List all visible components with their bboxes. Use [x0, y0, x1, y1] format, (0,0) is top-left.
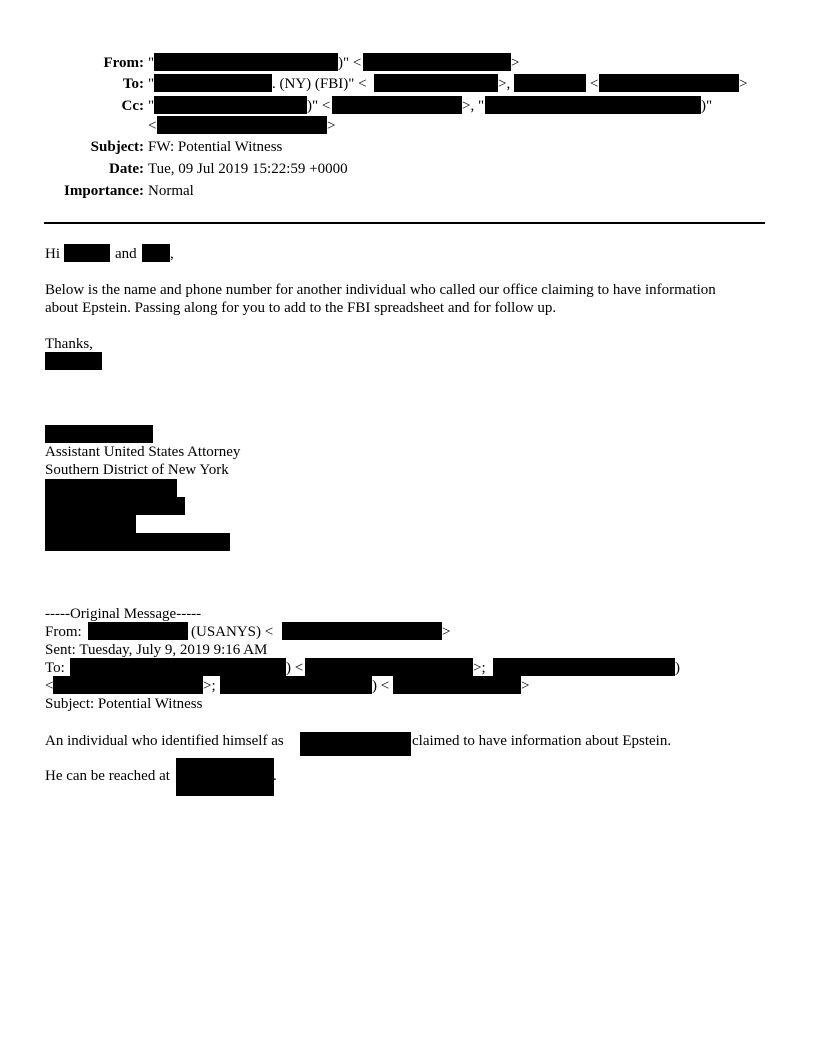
cc-separator-2: >, " [462, 98, 485, 114]
original-to-separator-2: >; [473, 660, 486, 676]
from-label: From: [103, 55, 144, 71]
to-close: > [739, 76, 748, 92]
from-close: > [511, 55, 520, 71]
subject-label: Subject: [90, 139, 144, 155]
cc-separator: )" < [307, 98, 331, 114]
redaction-from-name [154, 53, 338, 71]
greeting-and: and [115, 246, 137, 262]
redaction-cc-name [154, 96, 307, 114]
body-paragraph-line-1: Below is the name and phone number for another individual who called our office claiming to have information [45, 282, 716, 298]
subject-value: FW: Potential Witness [148, 139, 283, 155]
redaction-original-from-name [88, 622, 188, 640]
redaction-to-name [154, 74, 272, 92]
redaction-witness-phone [176, 758, 274, 796]
date-value: Tue, 09 Jul 2019 15:22:59 +0000 [148, 161, 348, 177]
original-message-divider: -----Original Message----- [45, 606, 202, 622]
redaction-original-to-name-3 [220, 676, 372, 694]
original-body-line-1a: An individual who identified himself as [45, 733, 284, 749]
to-open-bracket: < [590, 76, 599, 92]
to-open-quote: " [148, 76, 155, 92]
original-subject: Subject: Potential Witness [45, 696, 203, 712]
from-separator: )" < [338, 55, 362, 71]
original-to-line2-open: < [45, 678, 54, 694]
from-open-quote: " [148, 55, 155, 71]
redaction-signature-line-4 [45, 533, 230, 551]
redaction-original-to-name-2 [493, 658, 675, 676]
signature-district: Southern District of New York [45, 462, 229, 478]
to-label: To: [122, 76, 144, 92]
cc-close: )" [701, 98, 713, 114]
redaction-cc-email [332, 96, 462, 114]
redaction-original-to-email-1 [305, 658, 473, 676]
redaction-signature-line-3 [45, 515, 136, 533]
original-from-org: (USANYS) < [191, 624, 274, 640]
redaction-to-email-2 [599, 74, 739, 92]
body-paragraph-line-2: about Epstein. Passing along for you to add to the FBI spreadsheet and for follow up. [45, 300, 557, 316]
original-from-close: > [442, 624, 451, 640]
original-to-label: To: [45, 660, 65, 676]
header-divider [44, 222, 765, 224]
redaction-cc-name-2 [485, 96, 701, 114]
redaction-witness-name [300, 732, 411, 756]
original-body-line-2b: . [273, 768, 277, 784]
redaction-original-to-email-2 [53, 676, 203, 694]
to-separator: >, [498, 76, 511, 92]
redaction-from-email [363, 53, 511, 71]
original-from-label: From: [45, 624, 82, 640]
original-body-line-1b: claimed to have information about Epstein. [412, 733, 672, 749]
redaction-signature-line-1 [45, 479, 177, 497]
redaction-to-email [374, 74, 498, 92]
cc-open-quote: " [148, 98, 155, 114]
redaction-original-to-name-1 [70, 658, 286, 676]
cc-line2-open: < [148, 118, 157, 134]
original-to-separator: ) < [286, 660, 304, 676]
original-to-line2-separator-2: ) < [372, 678, 390, 694]
cc-line2-close: > [327, 118, 336, 134]
original-body-line-2a: He can be reached at [45, 768, 170, 784]
greeting-comma: , [170, 246, 174, 262]
original-to-line2-close: > [521, 678, 530, 694]
signature-title: Assistant United States Attorney [45, 444, 241, 460]
greeting-hi: Hi [45, 246, 60, 262]
redaction-recipient-2 [142, 244, 170, 262]
cc-label: Cc: [121, 98, 144, 114]
redaction-sender-signoff [45, 352, 102, 370]
date-label: Date: [109, 161, 144, 177]
redaction-original-from-email [282, 622, 442, 640]
redaction-cc-email-2 [157, 116, 327, 134]
closing-thanks: Thanks, [45, 336, 93, 352]
importance-value: Normal [148, 183, 194, 199]
redaction-recipient-1 [64, 244, 110, 262]
original-to-line2-separator: >; [203, 678, 216, 694]
original-to-close: ) [675, 660, 680, 676]
importance-label: Importance: [64, 183, 144, 199]
redaction-to-name-2 [514, 74, 586, 92]
redaction-signature-line-2 [45, 497, 185, 515]
to-fbi-text: . (NY) (FBI)" < [272, 76, 367, 92]
redaction-original-to-email-3 [393, 676, 521, 694]
redaction-signature-name [45, 425, 153, 443]
original-sent: Sent: Tuesday, July 9, 2019 9:16 AM [45, 642, 268, 658]
